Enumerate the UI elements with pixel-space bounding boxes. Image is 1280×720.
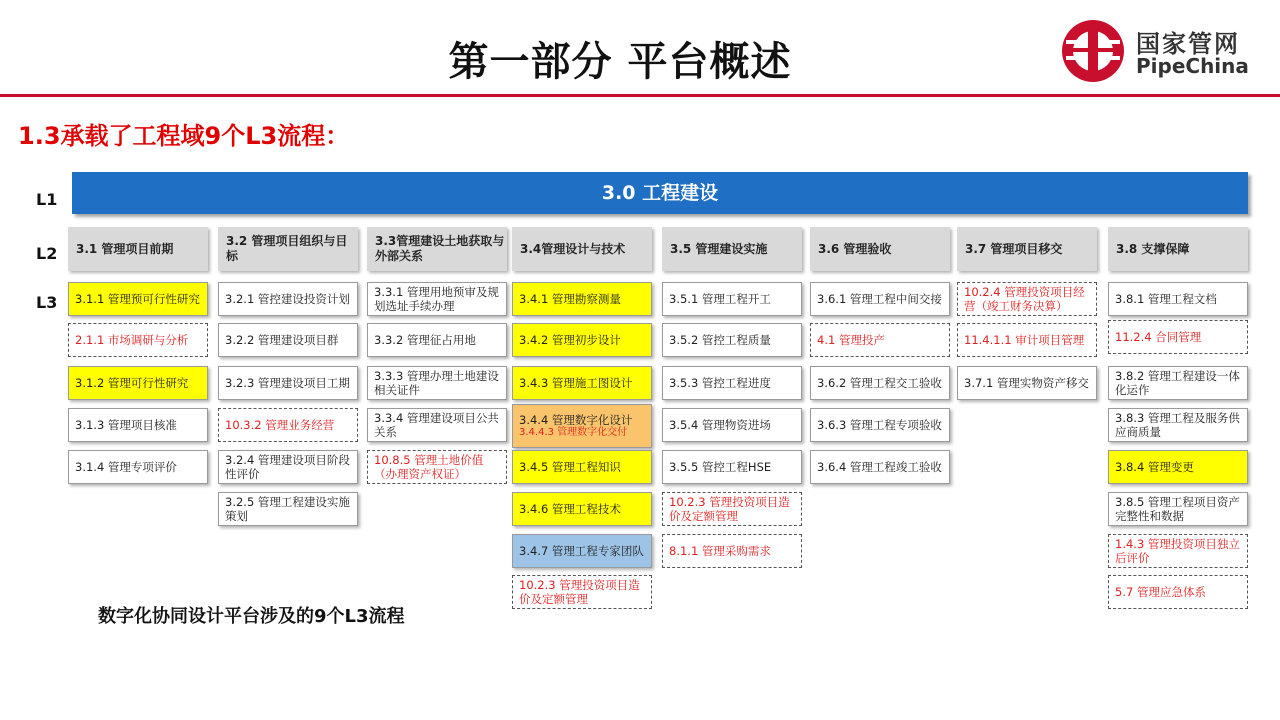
l3-process-box: 3.2.1 管控建设投资计划: [218, 282, 358, 316]
l3-process-box: 3.1.1 管理预可行性研究: [68, 282, 208, 316]
logo-text-cn: 国家管网: [1136, 30, 1240, 58]
l3-process-box: 3.6.4 管理工程竣工验收: [810, 450, 950, 484]
l3-process-box: 3.4.2 管理初步设计: [512, 323, 652, 357]
l3-process-box: 2.1.1 市场调研与分析: [68, 323, 208, 357]
logo-text-en: PipeChina: [1136, 54, 1249, 78]
l3-process-box: 3.4.3 管理施工图设计: [512, 366, 652, 400]
l3-process-box: 10.2.3 管理投资项目造价及定额管理: [662, 492, 802, 526]
l3-process-box: 10.2.3 管理投资项目造价及定额管理: [512, 575, 652, 609]
l2-header: 3.8 支撑保障: [1108, 227, 1248, 271]
level-label-l2: L2: [36, 244, 58, 263]
l3-process-box: 8.1.1 管理采购需求: [662, 534, 802, 568]
l2-header: 3.5 管理建设实施: [662, 227, 802, 271]
l3-process-box: 3.5.4 管理物资进场: [662, 408, 802, 442]
l3-process-box: 3.1.2 管理可行性研究: [68, 366, 208, 400]
l3-process-box: 1.4.3 管理投资项目独立后评价: [1108, 534, 1248, 568]
l3-process-box: 3.4.7 管理工程专家团队: [512, 534, 652, 568]
l3-process-box: 3.8.2 管理工程建设一体化运作: [1108, 366, 1248, 400]
l3-process-box: 4.1 管理投产: [810, 323, 950, 357]
header-divider: [0, 94, 1280, 97]
level-label-l1: L1: [36, 190, 58, 209]
level-label-l3: L3: [36, 293, 58, 312]
l3-process-box: 11.4.1.1 审计项目管理: [957, 323, 1097, 357]
l3-process-box: 3.7.1 管理实物资产移交: [957, 366, 1097, 400]
l3-process-box: 3.1.4 管理专项评价: [68, 450, 208, 484]
l3-process-box: 3.4.6 管理工程技术: [512, 492, 652, 526]
l3-process-box: 3.6.2 管理工程交工验收: [810, 366, 950, 400]
l3-process-box: 3.2.2 管理建设项目群: [218, 323, 358, 357]
l3-process-box: 3.8.4 管理变更: [1108, 450, 1248, 484]
l3-process-box: 3.2.3 管理建设项目工期: [218, 366, 358, 400]
l2-header: 3.7 管理项目移交: [957, 227, 1097, 271]
l3-process-label: 3.4.4 管理数字化设计: [519, 413, 633, 427]
page-title: 第一部分 平台概述: [448, 39, 792, 85]
l3-process-box: 3.3.3 管理办理土地建设相关证件: [367, 366, 507, 400]
l3-process-box: 3.4.5 管理工程知识: [512, 450, 652, 484]
pipechina-logo-icon: [1060, 18, 1126, 84]
l3-process-box: 3.8.5 管理工程项目资产完整性和数据: [1108, 492, 1248, 526]
l2-header: 3.1 管理项目前期: [68, 227, 208, 271]
l3-process-box: 3.6.1 管理工程中间交接: [810, 282, 950, 316]
pipechina-logo: [1060, 18, 1260, 82]
l3-process-box: 3.8.1 管理工程文档: [1108, 282, 1248, 316]
l3-process-box: 3.3.2 管理征占用地: [367, 323, 507, 357]
l3-process-box: 10.3.2 管理业务经营: [218, 408, 358, 442]
l3-subprocess-label: 3.4.4.3 管理数字化交付: [519, 427, 628, 438]
l2-header: 3.4管理设计与技术: [512, 227, 652, 271]
l3-process-box: 3.3.4 管理建设项目公共关系: [367, 408, 507, 442]
l3-process-box: 3.2.5 管理工程建设实施策划: [218, 492, 358, 526]
l2-header: 3.3管理建设土地获取与外部关系: [367, 227, 507, 271]
l3-process-box: 11.2.4 合同管理: [1108, 320, 1248, 354]
l3-process-box: 5.7 管理应急体系: [1108, 575, 1248, 609]
l3-process-box: 3.5.2 管控工程质量: [662, 323, 802, 357]
l2-header: 3.6 管理验收: [810, 227, 950, 271]
l3-process-box: 3.5.3 管控工程进度: [662, 366, 802, 400]
l3-process-box: 3.5.1 管理工程开工: [662, 282, 802, 316]
l3-process-box: 3.6.3 管理工程专项验收: [810, 408, 950, 442]
caption: 数字化协同设计平台涉及的9个L3流程: [98, 606, 405, 627]
l3-process-box: 10.8.5 管理土地价值（办理资产权证）: [367, 450, 507, 484]
l3-process-box: 3.3.1 管理用地预审及规划选址手续办理: [367, 282, 507, 316]
l3-process-box: 3.4.1 管理勘察测量: [512, 282, 652, 316]
l2-header: 3.2 管理项目组织与目标: [218, 227, 358, 271]
l3-process-box: 3.2.4 管理建设项目阶段性评价: [218, 450, 358, 484]
section-subtitle: 1.3承载了工程域9个L3流程：: [18, 122, 350, 150]
l3-process-box: 3.8.3 管理工程及服务供应商质量: [1108, 408, 1248, 442]
l3-process-box: 10.2.4 管理投资项目经营（竣工财务决算）: [957, 282, 1097, 316]
l3-process-box: [512, 404, 652, 448]
l3-process-box: 3.5.5 管控工程HSE: [662, 450, 802, 484]
l1-process-bar: 3.0 工程建设: [72, 172, 1248, 214]
l3-process-box: 3.1.3 管理项目核准: [68, 408, 208, 442]
